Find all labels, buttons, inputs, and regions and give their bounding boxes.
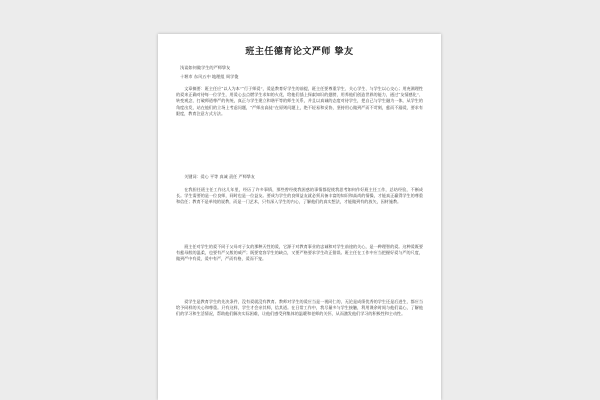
body-paragraph-2: 班主任对学生的爱不同于父母对子女的那种天性的爱，它源于对教育事业的忠诚和对学生前途的关心，是一种理智的爱。这种爱既要有慈母般的温柔，也要有严父般的威严；既要宽容学生的缺点，又要严格要求学生改正错误。班主任在工作中应当把握好爱与严的尺度，做到严中有爱，爱中有严，严而有格，爱而不宠。 xyxy=(176,244,423,262)
document-page xyxy=(158,34,441,400)
body-paragraph-1: 在我担任班主任工作这几年里，经历了许多事情，那些曾经使我困惑的事情都促使我思考如何作好班主任工作，总结经验，不断成长。学生需要的是一位良师，同时也是一位益友。要成为学生的良师益友就必须具备丰富的知识和高尚的情操，才能真正赢得学生的尊重和信任；教育不是单纯的说教，而是一门艺术，只有深入学生的内心，了解他们的真实想法，才能做到有的放矢，因材施教。 xyxy=(176,187,423,205)
author-line: 十堰市 东风五中 地理组 周学俊 xyxy=(180,74,239,79)
body-paragraph-3: 爱学生是教育学生的先决条件，没有爱就没有教育。教师对学生的爱应当是一视同仁的，无论是成绩优秀的学生还是后进生，都应当给予同样的关心和尊重。只有这样，学生才会亲其师，信其道。在日常工作中，我尽量多与学生接触，利用课余时间与他们谈心，了解他们的学习和生活情况，帮助他们解决实际困难，让他们感受到集体的温暖和老师的关怀，从而激发他们学习的积极性和主动性。 xyxy=(176,299,423,317)
abstract-paragraph: 文章摘要：班主任应“以人为本”“行于师爱”，爱是教育好学生的前提，班主任要尊重学生、关心学生、与学生以心交心；用充满理性的爱来正确对待每一位学生，用爱心去点燃学生求知的火花，给他们插上探索知识的翅膀，用养他们创造世界的能力，通过“友情感化”、转变观念、打破师道尊严的传统，真正与学生建立和谐平等的师生关系，并且以真诚的态度对待学生，把自己与学生融为一体，从学生的角度出发，站在他们的立场上考虑问题，“严师出高徒”在原则问题上，绝不轻易和妥协，坚持用心做到严而不苛刻，慈而不溺爱，要求有限度，教育注意方式方法。 xyxy=(176,86,423,116)
document-subtitle: 浅谈如何做学生的严师挚友 xyxy=(180,65,231,70)
keywords-line: 关键词：爱心 平等 真诚 责任 严师挚友 xyxy=(184,174,255,179)
document-title: 班主任德育论文严师 挚友 xyxy=(245,47,354,57)
